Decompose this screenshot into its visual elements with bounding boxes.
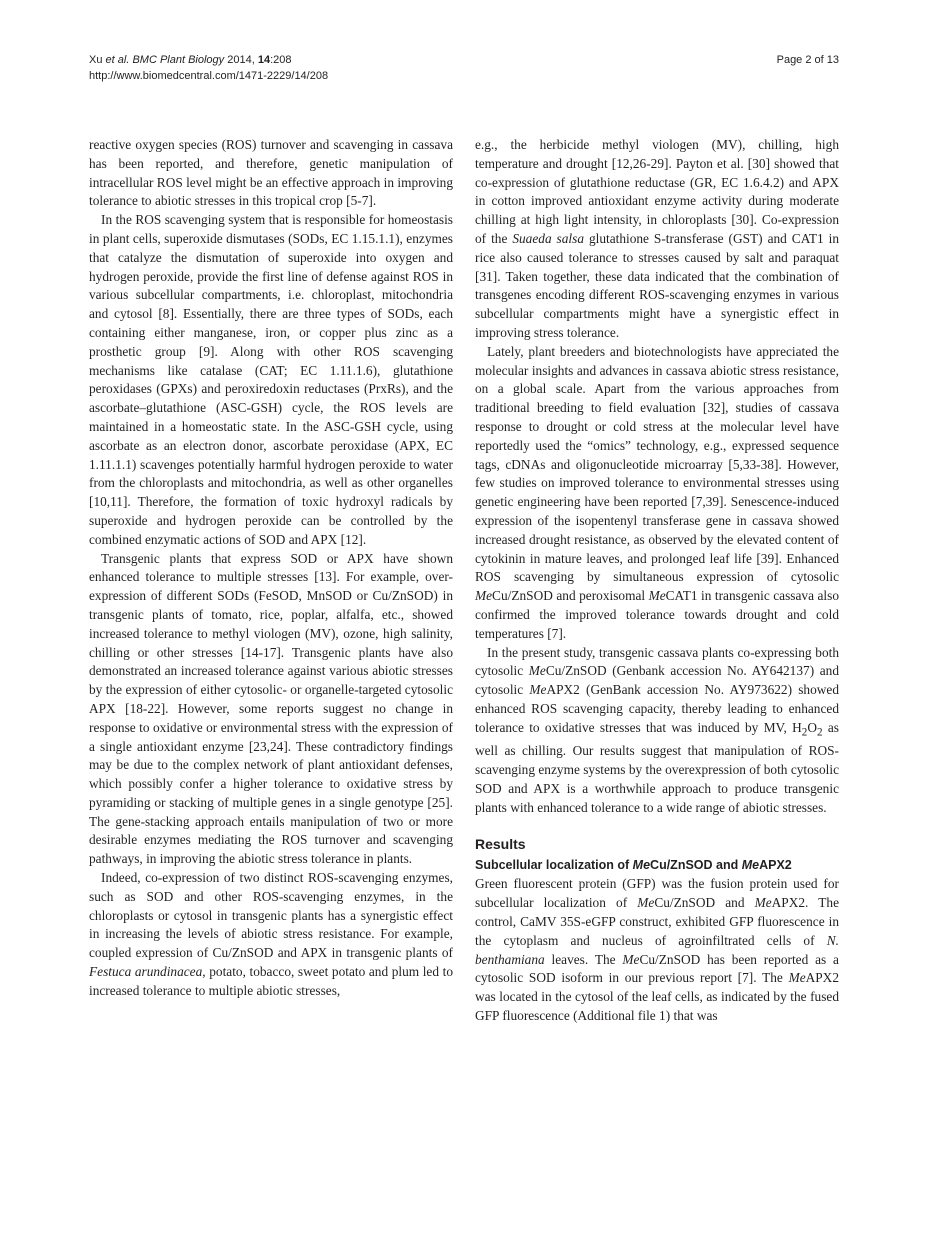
- paragraph: Indeed, co-expression of two distinct ROS-scavenging enzymes, such as SOD and other ROS-scavenging enzymes, in the chloroplasts or cytosol in transgenic plants has a synergistic effect in increasing the levels of abiotic stress resistance. For example, coupled expression of Cu/ZnSOD and APX in transgenic plants of Festuca arundinacea, potato, tobacco, sweet potato and plum led to increased tolerance to multiple abiotic stresses,: [89, 870, 454, 998]
- article-url[interactable]: http://www.biomedcentral.com/1471-2229/14/208: [89, 70, 329, 82]
- paragraph: e.g., the herbicide methyl viologen (MV), chilling, high temperature and drought [12,26-29]. Payton et al. [30] showed that co-expression of glutathione reductase (GR, EC 1.6.4.2) and APX in cotton improved antioxidant enzyme activity during moderate chilling at high light intensity, in chloroplasts [30]. Co-expression of the Suaeda salsa glutathione S-transferase (GST) and CAT1 in rice also caused tolerance to stresses caused by salt and paraquat [31]. Taken together, these data indicated that the combination of transgenes encoding different ROS-scavenging enzymes in various subcellular compartments might have a synergistic effect in improving stress tolerance.: [475, 137, 839, 340]
- citation-volume: 14: [257, 54, 271, 66]
- paragraph: In the present study, transgenic cassava plants co-expressing both cytosolic MeCu/ZnSOD (Genbank accession No. AY642137) and cytosolic MeAPX2 (GenBank accession No. AY973622) showed enhanced ROS scavenging capacity, thereby leading to enhanced tolerance to oxidative stresses that was induced by MV, $H_2O_2$ as well as chilling. Our results suggest that manipulation of ROS-scavenging enzyme systems by the overexpression of both cytosolic SOD and APX is a worthwhile approach to produce transgenic plants with enhanced tolerance to a wide range of abiotic stresses.: [475, 644, 839, 815]
- paragraph: Lately, plant breeders and biotechnologists have appreciated the molecular insights and advances in cassava abiotic stress resistance, on a global scale. Apart from the various approaches from traditional breeding to field evaluation [32], studies of cassava response to drought or cold stress at the molecular level have reportedly used the “omics” technology, e.g., expressed sequence tags, cDNAs and oligonucleotide microarray [5,33-38]. However, few studies on improved tolerance to environmental stresses using genetic engineering have been reported [7,39]. Senescence-induced expression of the isopentenyl transferase gene in cassava showed increased drought resistance, as observed by the elevated content of cytokinin in mature leaves, and prolonged leaf life [39]. Enhanced ROS scavenging by simultaneous expression of cytosolic MeCu/ZnSOD and peroxisomal MeCAT1 in transgenic cassava also confirmed the improved tolerance towards drought and cold temperatures [7].: [475, 343, 839, 641]
- citation-authors: Xu: [89, 54, 103, 66]
- citation-year: 2014,: [227, 54, 255, 66]
- left-column: [89, 136, 453, 1001]
- right-column: [475, 136, 839, 1026]
- citation-journal: BMC Plant Biology: [132, 54, 225, 66]
- paragraph: In the ROS scavenging system that is responsible for homeostasis in plant cells, superoxide dismutases (SODs, EC 1.15.1.1), enzymes that catalyze the dismutation of superoxide into oxygen and hydrogen peroxide, provide the first line of defense against ROS in various subcellular compartments, i.e. chloroplast, mitochondria and cytosol [8]. Essentially, there are three types of SODs, each containing either manganese, iron, or copper plus zinc as a prosthetic group [9]. Along with other ROS scavenging mechanisms like catalase (CAT; EC 1.11.1.6), glutathione peroxidases (GPXs) and peroxiredoxin reductases (PrxRs), and the ascorbate–glutathione (ASC-GSH) cycle, the ROS levels are maintained in a homeostatic state. In the ASC-GSH cycle, using ascorbate as an electron donor, ascorbate peroxidase (APX, EC 1.11.1.1) scavenges potentially harmful hydrogen peroxide to water from the chloroplasts and mitochondria, as well as other organelles [10,11]. Therefore, the formation of toxic hydroxyl radicals by superoxide and hydrogen peroxide can be controlled by the combined enzymatic actions of SOD and APX [12].: [89, 212, 453, 547]
- paragraph: Green fluorescent protein (GFP) was the fusion protein used for subcellular localization of MeCu/ZnSOD and MeAPX2. The control, CaMV 35S-eGFP construct, exhibited GFP fluorescence in the cytoplasm and nucleus of agroinfiltrated cells of N. benthamiana leaves. The MeCu/ZnSOD has been reported as a cytosolic SOD isoform in our previous report [7]. The MeAPX2 was located in the cytosol of the leaf cells, as indicated by the fused GFP fluorescence (Additional file 1) that was: [475, 876, 839, 1023]
- results-heading: Results: [475, 836, 526, 853]
- page-number: Page 2 of 13: [776, 54, 839, 66]
- citation-article: :208: [270, 54, 292, 66]
- paragraph: reactive oxygen species (ROS) turnover and scavenging in cassava has been reported, and therefore, genetic manipulation of intracellular ROS level might be an effective approach in improving tolerance to abiotic stresses in this tropical crop [5-7].: [89, 137, 453, 209]
- subsection-heading: Subcellular localization of MeCu/ZnSOD and MeAPX2: [475, 858, 792, 873]
- citation-block: [89, 52, 328, 84]
- paragraph: Transgenic plants that express SOD or APX have shown enhanced tolerance to multiple stresses [13]. For example, over-expression of different SODs (FeSOD, MnSOD or Cu/ZnSOD) in transgenic plants of tomato, rice, poplar, alfalfa, etc., showed increased tolerance to methyl viologen (MV), ozone, high salinity, chilling or other stresses [14-17]. Transgenic plants have also demonstrated an increased tolerance against various abiotic stresses by the expression of either cytosolic- or organelle-targeted cytosolic APX [18-22]. However, some reports suggest no change in response to oxidative or environmental stress with the expression of a single antioxidant enzyme [23,24]. These contradictory findings may be due to the complex network of plant antioxidant defenses, which possibly confer a higher tolerance to oxidative stress by pyramiding or stacking of multiple genes in a single genotype [25]. The gene-stacking approach entails manipulation of two or more desirable enzymes mediating the ROS turnover and scavenging pathways, in improving the abiotic stress tolerance in plants.: [89, 550, 453, 867]
- citation-etal: et al.: [105, 54, 130, 66]
- citation-line: [89, 52, 328, 68]
